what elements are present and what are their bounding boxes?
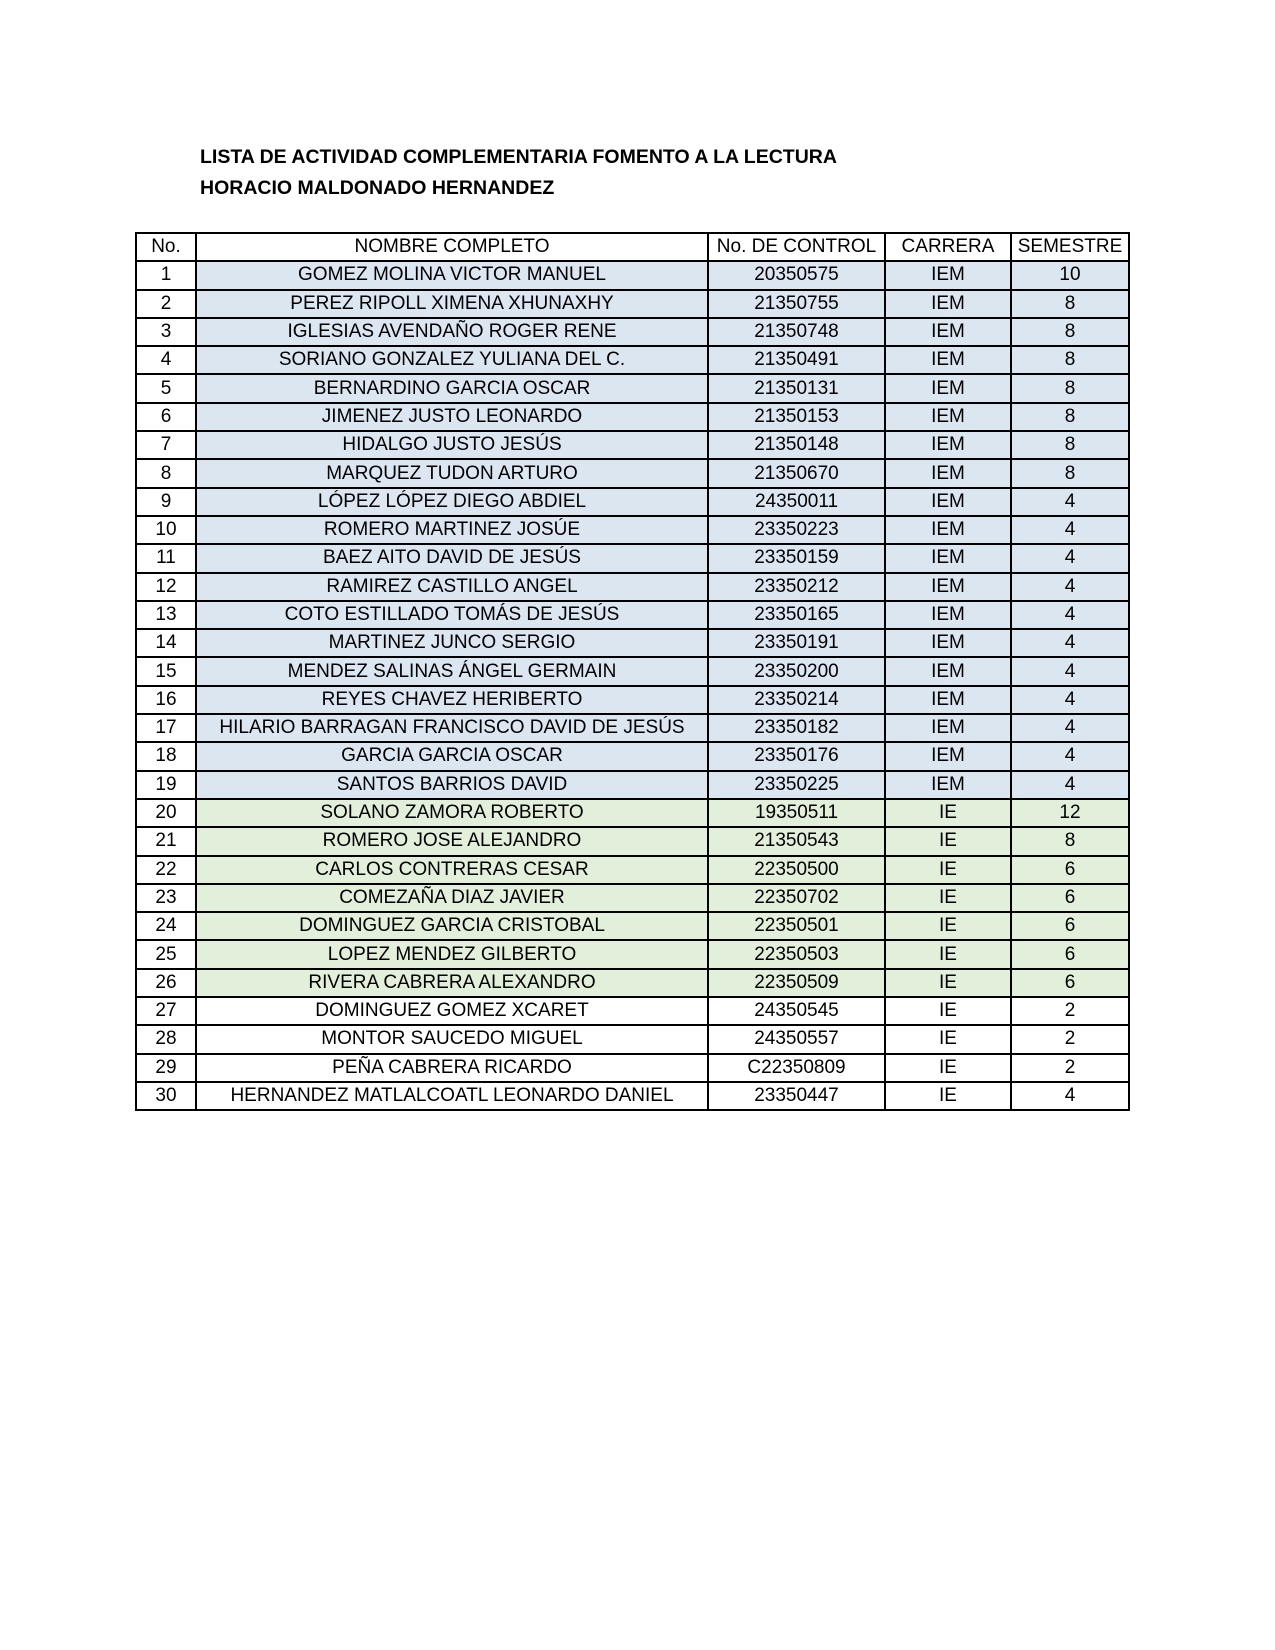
table-row [136,1054,1129,1082]
cell-control: 24350011 [708,488,885,516]
cell-control: 23350447 [708,1082,885,1110]
cell-control: 21350543 [708,827,885,855]
cell-no: 27 [136,997,196,1025]
table-row [136,573,1129,601]
cell-no: 8 [136,459,196,487]
cell-carrera: IEM [885,318,1011,346]
cell-nombre: SORIANO GONZALEZ YULIANA DEL C. [196,346,708,374]
cell-semestre: 4 [1011,1082,1129,1110]
cell-control: 23350225 [708,771,885,799]
table-row [136,544,1129,572]
cell-no: 6 [136,403,196,431]
cell-semestre: 8 [1011,346,1129,374]
cell-nombre: MARQUEZ TUDON ARTURO [196,459,708,487]
table-row [136,884,1129,912]
cell-no: 13 [136,601,196,629]
cell-no: 2 [136,290,196,318]
cell-nombre: PEREZ RIPOLL XIMENA XHUNAXHY [196,290,708,318]
cell-no: 1 [136,261,196,289]
cell-no: 9 [136,488,196,516]
table-row [136,969,1129,997]
cell-no: 19 [136,771,196,799]
table-header-row [136,233,1129,261]
cell-nombre: MENDEZ SALINAS ÁNGEL GERMAIN [196,657,708,685]
cell-semestre: 6 [1011,856,1129,884]
cell-no: 5 [136,374,196,402]
cell-semestre: 2 [1011,997,1129,1025]
cell-carrera: IEM [885,516,1011,544]
cell-control: 22350503 [708,940,885,968]
cell-no: 21 [136,827,196,855]
cell-control: 23350159 [708,544,885,572]
cell-carrera: IE [885,856,1011,884]
cell-nombre: LÓPEZ LÓPEZ DIEGO ABDIEL [196,488,708,516]
cell-nombre: BERNARDINO GARCIA OSCAR [196,374,708,402]
table-row [136,657,1129,685]
cell-no: 3 [136,318,196,346]
cell-nombre: GOMEZ MOLINA VICTOR MANUEL [196,261,708,289]
cell-nombre: SOLANO ZAMORA ROBERTO [196,799,708,827]
cell-no: 15 [136,657,196,685]
header-carrera: CARRERA [885,233,1011,261]
cell-no: 14 [136,629,196,657]
cell-control: 21350748 [708,318,885,346]
header-no: No. [136,233,196,261]
cell-control: 19350511 [708,799,885,827]
cell-nombre: MARTINEZ JUNCO SERGIO [196,629,708,657]
cell-carrera: IEM [885,290,1011,318]
header-semestre: SEMESTRE [1011,233,1129,261]
cell-semestre: 8 [1011,827,1129,855]
table-row [136,431,1129,459]
cell-carrera: IE [885,997,1011,1025]
table-row [136,1082,1129,1110]
cell-no: 28 [136,1025,196,1053]
cell-semestre: 4 [1011,544,1129,572]
cell-control: 21350491 [708,346,885,374]
table-row [136,856,1129,884]
table-row [136,459,1129,487]
cell-semestre: 8 [1011,290,1129,318]
cell-semestre: 10 [1011,261,1129,289]
cell-control: 23350212 [708,573,885,601]
cell-carrera: IE [885,799,1011,827]
cell-semestre: 12 [1011,799,1129,827]
cell-control: 24350545 [708,997,885,1025]
cell-carrera: IE [885,1054,1011,1082]
table-row [136,318,1129,346]
cell-carrera: IE [885,827,1011,855]
cell-nombre: HERNANDEZ MATLALCOATL LEONARDO DANIEL [196,1082,708,1110]
cell-control: 23350191 [708,629,885,657]
document-subtitle: HORACIO MALDONADO HERNANDEZ [200,177,555,199]
cell-carrera: IE [885,912,1011,940]
cell-semestre: 6 [1011,912,1129,940]
cell-control: 23350165 [708,601,885,629]
table-row [136,1025,1129,1053]
cell-nombre: DOMINGUEZ GOMEZ XCARET [196,997,708,1025]
cell-nombre: SANTOS BARRIOS DAVID [196,771,708,799]
table-body [136,261,1129,1110]
header-nombre: NOMBRE COMPLETO [196,233,708,261]
cell-semestre: 4 [1011,771,1129,799]
cell-carrera: IE [885,940,1011,968]
cell-nombre: ROMERO JOSE ALEJANDRO [196,827,708,855]
cell-carrera: IEM [885,346,1011,374]
table-row [136,261,1129,289]
cell-control: 23350200 [708,657,885,685]
cell-control: 21350670 [708,459,885,487]
table-row [136,714,1129,742]
cell-no: 29 [136,1054,196,1082]
cell-no: 12 [136,573,196,601]
cell-nombre: HILARIO BARRAGAN FRANCISCO DAVID DE JESÚS [196,714,708,742]
table-row [136,940,1129,968]
cell-semestre: 4 [1011,601,1129,629]
cell-no: 18 [136,742,196,770]
table-row [136,488,1129,516]
cell-semestre: 6 [1011,969,1129,997]
cell-carrera: IEM [885,714,1011,742]
table-row [136,912,1129,940]
cell-nombre: JIMENEZ JUSTO LEONARDO [196,403,708,431]
cell-carrera: IEM [885,488,1011,516]
cell-semestre: 8 [1011,374,1129,402]
cell-semestre: 4 [1011,686,1129,714]
cell-semestre: 6 [1011,940,1129,968]
table-row [136,403,1129,431]
cell-nombre: GARCIA GARCIA OSCAR [196,742,708,770]
table-row [136,742,1129,770]
cell-nombre: RAMIREZ CASTILLO ANGEL [196,573,708,601]
header-control: No. DE CONTROL [708,233,885,261]
cell-nombre: MONTOR SAUCEDO MIGUEL [196,1025,708,1053]
cell-carrera: IEM [885,374,1011,402]
cell-semestre: 8 [1011,431,1129,459]
cell-semestre: 8 [1011,318,1129,346]
cell-no: 30 [136,1082,196,1110]
cell-semestre: 2 [1011,1054,1129,1082]
cell-control: 22350500 [708,856,885,884]
table-row [136,346,1129,374]
cell-carrera: IEM [885,686,1011,714]
document-title: LISTA DE ACTIVIDAD COMPLEMENTARIA FOMENTO A LA LECTURA [200,146,837,168]
student-roster-table [135,232,1130,1111]
cell-no: 11 [136,544,196,572]
cell-semestre: 6 [1011,884,1129,912]
cell-no: 26 [136,969,196,997]
cell-nombre: CARLOS CONTRERAS CESAR [196,856,708,884]
cell-nombre: IGLESIAS AVENDAÑO ROGER RENE [196,318,708,346]
cell-no: 24 [136,912,196,940]
cell-nombre: COTO ESTILLADO TOMÁS DE JESÚS [196,601,708,629]
cell-nombre: PEÑA CABRERA RICARDO [196,1054,708,1082]
cell-nombre: REYES CHAVEZ HERIBERTO [196,686,708,714]
cell-control: 23350223 [708,516,885,544]
cell-carrera: IE [885,969,1011,997]
cell-semestre: 4 [1011,573,1129,601]
cell-no: 16 [136,686,196,714]
cell-semestre: 4 [1011,516,1129,544]
cell-carrera: IEM [885,601,1011,629]
cell-no: 25 [136,940,196,968]
table-row [136,374,1129,402]
cell-nombre: BAEZ AITO DAVID DE JESÚS [196,544,708,572]
cell-no: 4 [136,346,196,374]
cell-control: 21350131 [708,374,885,402]
cell-control: 23350176 [708,742,885,770]
cell-carrera: IEM [885,544,1011,572]
cell-nombre: HIDALGO JUSTO JESÚS [196,431,708,459]
cell-control: 22350702 [708,884,885,912]
cell-semestre: 4 [1011,742,1129,770]
cell-semestre: 4 [1011,657,1129,685]
cell-carrera: IEM [885,629,1011,657]
cell-control: 23350182 [708,714,885,742]
cell-carrera: IEM [885,657,1011,685]
table-row [136,686,1129,714]
cell-carrera: IEM [885,459,1011,487]
cell-carrera: IE [885,1025,1011,1053]
cell-no: 23 [136,884,196,912]
cell-semestre: 4 [1011,629,1129,657]
cell-no: 7 [136,431,196,459]
cell-carrera: IE [885,1082,1011,1110]
cell-nombre: ROMERO MARTINEZ JOSÚE [196,516,708,544]
cell-control: 21350148 [708,431,885,459]
table-row [136,827,1129,855]
cell-control: 23350214 [708,686,885,714]
cell-control: 20350575 [708,261,885,289]
cell-nombre: RIVERA CABRERA ALEXANDRO [196,969,708,997]
cell-semestre: 8 [1011,459,1129,487]
cell-no: 10 [136,516,196,544]
cell-no: 22 [136,856,196,884]
cell-control: 22350509 [708,969,885,997]
cell-semestre: 4 [1011,714,1129,742]
cell-carrera: IEM [885,573,1011,601]
table-row [136,601,1129,629]
cell-no: 17 [136,714,196,742]
table-row [136,629,1129,657]
cell-carrera: IEM [885,771,1011,799]
table-row [136,771,1129,799]
cell-semestre: 4 [1011,488,1129,516]
table-row [136,516,1129,544]
table-row [136,997,1129,1025]
cell-carrera: IE [885,884,1011,912]
cell-control: 21350153 [708,403,885,431]
cell-nombre: LOPEZ MENDEZ GILBERTO [196,940,708,968]
cell-control: 21350755 [708,290,885,318]
cell-carrera: IEM [885,261,1011,289]
cell-carrera: IEM [885,431,1011,459]
cell-carrera: IEM [885,403,1011,431]
cell-nombre: COMEZAÑA DIAZ JAVIER [196,884,708,912]
cell-carrera: IEM [885,742,1011,770]
cell-semestre: 8 [1011,403,1129,431]
cell-semestre: 2 [1011,1025,1129,1053]
cell-control: 24350557 [708,1025,885,1053]
cell-no: 20 [136,799,196,827]
table-row [136,290,1129,318]
cell-control: C22350809 [708,1054,885,1082]
cell-nombre: DOMINGUEZ GARCIA CRISTOBAL [196,912,708,940]
table-row [136,799,1129,827]
cell-control: 22350501 [708,912,885,940]
